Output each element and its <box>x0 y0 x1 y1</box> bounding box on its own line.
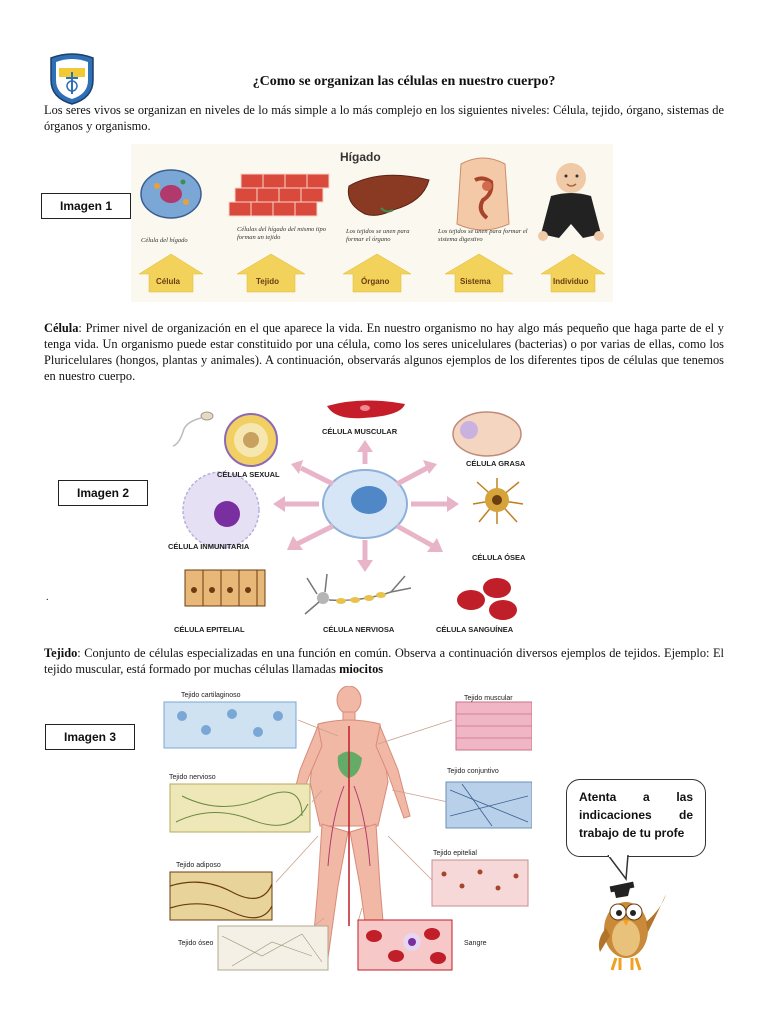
figure-1-caption-system: Los tejidos se unen para formar el sistema digestivo <box>438 228 528 243</box>
celula-term: Célula <box>44 321 79 335</box>
figure-1-heading: Hígado <box>340 150 381 164</box>
bubble-line-1 <box>579 788 693 806</box>
figure-1-caption-organ: Los tejidos se unen para formar el órgano <box>346 228 410 243</box>
cell-label-epitelial: CÉLULA EPITELIAL <box>174 625 245 634</box>
celula-paragraph <box>44 320 724 384</box>
bubble-line-2 <box>579 806 693 824</box>
figure-1-level-organ: Órgano <box>361 277 390 286</box>
figure-1-level-individual: Individuo <box>553 277 589 286</box>
tejido-term: Tejido <box>44 646 78 660</box>
cell-label-sanguinea: CÉLULA SANGUÍNEA <box>436 625 514 634</box>
figure-1-level-cell: Célula <box>156 277 181 286</box>
tejido-paragraph <box>44 645 724 677</box>
stray-dot: . <box>46 592 49 603</box>
bubble-line-3: trabajo de tu profe <box>579 826 685 840</box>
figure-1-caption-tissue: Células del hígado del mismo tipo forman un tejido <box>237 226 327 241</box>
cell-label-nerviosa: CÉLULA NERVIOSA <box>323 625 395 634</box>
bubble-word: a <box>642 790 650 804</box>
tissue-label-adiposo: Tejido adiposo <box>176 862 221 869</box>
cell-label-grasa: CÉLULA GRASA <box>466 459 526 468</box>
bubble-word: Atenta <box>579 790 617 804</box>
tissue-label-cartilaginoso: Tejido cartilaginoso <box>181 692 241 699</box>
tejido-bold-word: miocitos <box>339 662 384 676</box>
cell-label-inmunitaria: CÉLULA INMUNITARIA <box>168 542 250 551</box>
figure-1-caption-cell: Célula del hígado <box>141 237 188 244</box>
figure-3-tissues <box>162 686 532 976</box>
speech-bubble <box>566 779 706 857</box>
tissue-label-epitelial: Tejido epitelial <box>433 850 477 857</box>
bubble-word: de <box>678 808 693 822</box>
imagen-2-label: Imagen 2 <box>58 480 148 506</box>
cell-label-sexual: CÉLULA SEXUAL <box>217 470 280 479</box>
tissue-label-sangre: Sangre <box>464 940 487 947</box>
tissue-label-nervioso: Tejido nervioso <box>169 774 216 781</box>
bubble-word: indicaciones <box>579 808 652 822</box>
celula-text: : Primer nivel de organización en el que aparece la vida. En nuestro organismo no hay algo más pequeño que haga parte de el y tenga vida. Un organismo puede estar constituido por una célula, como los seres unicelulares (bacterias) o por varias de ellas, como los Pluricelulares (hongos, plantas y animales). A continuación, observarás algunos ejemplos de los diferentes tipos de células que tenemos en nuestro cuerpo. <box>44 321 724 383</box>
cell-label-muscular: CÉLULA MUSCULAR <box>322 427 398 436</box>
imagen-3-label: Imagen 3 <box>45 724 135 750</box>
tissue-label-conjuntivo: Tejido conjuntivo <box>447 768 499 775</box>
bubble-word: las <box>676 790 693 804</box>
tissue-label-muscular: Tejido muscular <box>464 695 513 702</box>
figure-1-level-tissue: Tejido <box>256 277 279 286</box>
cell-label-osea: CÉLULA ÓSEA <box>472 553 526 562</box>
tissue-label-oseo: Tejido óseo <box>178 940 214 947</box>
figure-1-level-system: Sistema <box>460 277 491 286</box>
page-title: ¿Como se organizan las células en nuestro cuerpo? <box>252 74 556 89</box>
imagen-1-label: Imagen 1 <box>41 193 131 219</box>
tejido-text: : Conjunto de células especializadas en una función en común. Observa a continuación diversos ejemplos de tejidos. Ejemplo: El tejido muscular, está formado por muchas células llamadas <box>44 646 724 676</box>
owl-mascot-icon <box>596 878 668 974</box>
intro-paragraph: Los seres vivos se organizan en niveles de lo más simple a lo más complejo en los siguientes niveles: Célula, tejido, órgano, sistemas de órganos y organismo. <box>44 103 724 133</box>
